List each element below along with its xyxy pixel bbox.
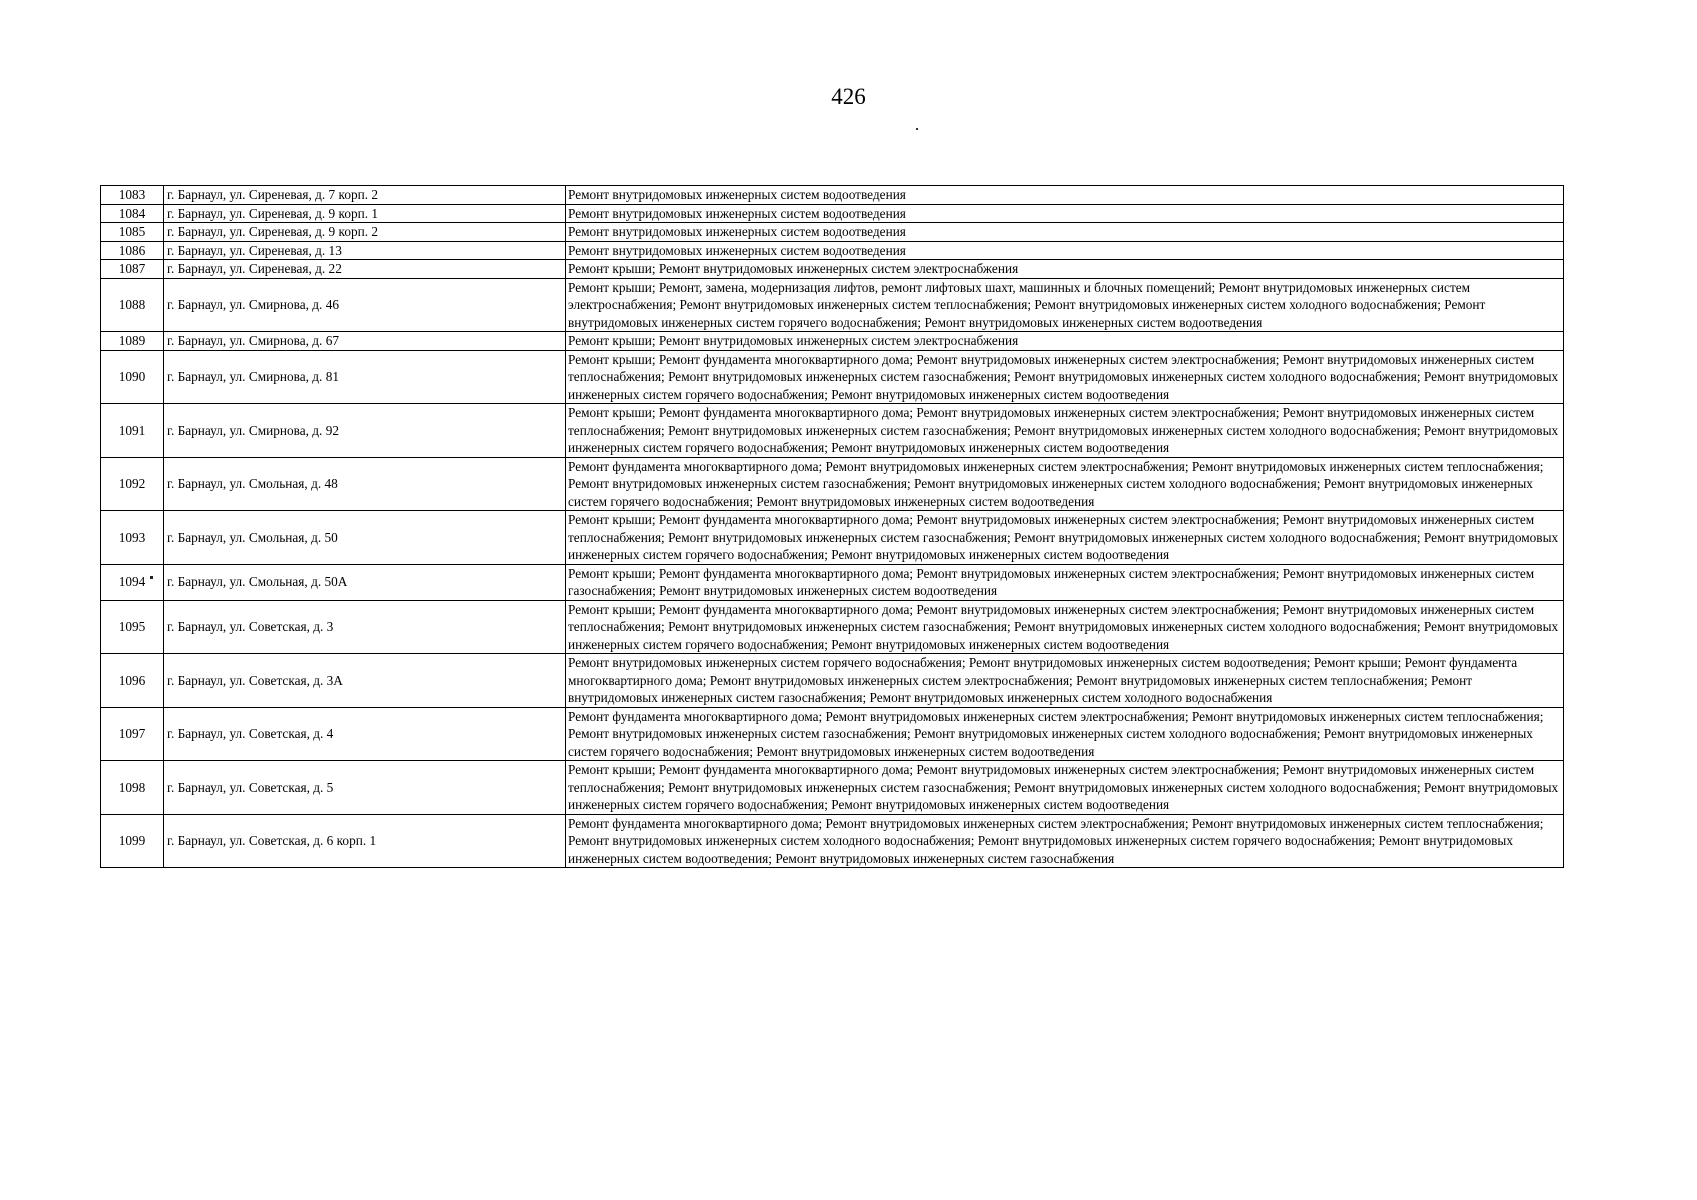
row-number: 1089	[101, 332, 164, 351]
row-address: г. Барнаул, ул. Смольная, д. 50	[164, 511, 566, 565]
scan-speck	[916, 128, 918, 130]
row-works: Ремонт крыши; Ремонт, замена, модернизация лифтов, ремонт лифтовых шахт, машинных и блочных помещений; Ремонт внутридомовых инженерных систем электроснабжения; Ремонт внутридомовых инженерных систем теплоснабжения; Ремонт внутридомовых инженерных систем холодного водоснабжения; Ремонт внутридомовых инженерных систем горячего водоснабжения; Ремонт внутридомовых инженерных систем водоотведения	[566, 278, 1564, 332]
row-works: Ремонт крыши; Ремонт фундамента многоквартирного дома; Ремонт внутридомовых инженерных систем электроснабжения; Ремонт внутридомовых инженерных систем теплоснабжения; Ремонт внутридомовых инженерных систем газоснабжения; Ремонт внутридомовых инженерных систем холодного водоснабжения; Ремонт внутридомовых инженерных систем горячего водоснабжения; Ремонт внутридомовых инженерных систем водоотведения	[566, 404, 1564, 458]
table-row	[101, 564, 1564, 600]
row-number: 1087	[101, 260, 164, 279]
row-address: г. Барнаул, ул. Смирнова, д. 92	[164, 404, 566, 458]
row-address: г. Барнаул, ул. Советская, д. 4	[164, 707, 566, 761]
row-address: г. Барнаул, ул. Советская, д. 6 корп. 1	[164, 814, 566, 868]
row-number: 1092	[101, 457, 164, 511]
table-row	[101, 814, 1564, 868]
row-works: Ремонт фундамента многоквартирного дома; Ремонт внутридомовых инженерных систем электроснабжения; Ремонт внутридомовых инженерных систем теплоснабжения; Ремонт внутридомовых инженерных систем газоснабжения; Ремонт внутридомовых инженерных систем холодного водоснабжения; Ремонт внутридомовых инженерных систем горячего водоснабжения; Ремонт внутридомовых инженерных систем водоотведения	[566, 707, 1564, 761]
row-works: Ремонт внутридомовых инженерных систем водоотведения	[566, 241, 1564, 260]
table-row	[101, 260, 1564, 279]
row-works: Ремонт фундамента многоквартирного дома; Ремонт внутридомовых инженерных систем электроснабжения; Ремонт внутридомовых инженерных систем теплоснабжения; Ремонт внутридомовых инженерных систем холодного водоснабжения; Ремонт внутридомовых инженерных систем горячего водоснабжения; Ремонт внутридомовых инженерных систем водоотведения; Ремонт внутридомовых инженерных систем газоснабжения	[566, 814, 1564, 868]
row-number: 1093	[101, 511, 164, 565]
row-address: г. Барнаул, ул. Смольная, д. 50А	[164, 564, 566, 600]
row-address: г. Барнаул, ул. Смирнова, д. 81	[164, 350, 566, 404]
table-row	[101, 511, 1564, 565]
table-row	[101, 204, 1564, 223]
row-address: г. Барнаул, ул. Сиреневая, д. 7 корп. 2	[164, 186, 566, 205]
row-works: Ремонт крыши; Ремонт внутридомовых инженерных систем электроснабжения	[566, 260, 1564, 279]
row-address: г. Барнаул, ул. Смирнова, д. 67	[164, 332, 566, 351]
row-works: Ремонт внутридомовых инженерных систем водоотведения	[566, 186, 1564, 205]
row-number: 1094	[101, 564, 164, 600]
table-row	[101, 457, 1564, 511]
row-number: 1088	[101, 278, 164, 332]
row-address: г. Барнаул, ул. Советская, д. 3А	[164, 654, 566, 708]
table-row	[101, 278, 1564, 332]
row-address: г. Барнаул, ул. Сиреневая, д. 22	[164, 260, 566, 279]
row-number: 1096	[101, 654, 164, 708]
row-works: Ремонт внутридомовых инженерных систем водоотведения	[566, 223, 1564, 242]
row-address: г. Барнаул, ул. Советская, д. 5	[164, 761, 566, 815]
row-number: 1098	[101, 761, 164, 815]
row-works: Ремонт внутридомовых инженерных систем водоотведения	[566, 204, 1564, 223]
row-number: 1095	[101, 600, 164, 654]
row-address: г. Барнаул, ул. Смольная, д. 48	[164, 457, 566, 511]
row-works: Ремонт внутридомовых инженерных систем горячего водоснабжения; Ремонт внутридомовых инженерных систем водоотведения; Ремонт крыши; Ремонт фундамента многоквартирного дома; Ремонт внутридомовых инженерных систем электроснабжения; Ремонт внутридомовых инженерных систем теплоснабжения; Ремонт внутридомовых инженерных систем газоснабжения; Ремонт внутридомовых инженерных систем холодного водоснабжения	[566, 654, 1564, 708]
table-row	[101, 707, 1564, 761]
table-row	[101, 600, 1564, 654]
row-address: г. Барнаул, ул. Сиреневая, д. 9 корп. 2	[164, 223, 566, 242]
row-works: Ремонт крыши; Ремонт фундамента многоквартирного дома; Ремонт внутридомовых инженерных систем электроснабжения; Ремонт внутридомовых инженерных систем теплоснабжения; Ремонт внутридомовых инженерных систем газоснабжения; Ремонт внутридомовых инженерных систем холодного водоснабжения; Ремонт внутридомовых инженерных систем горячего водоснабжения; Ремонт внутридомовых инженерных систем водоотведения	[566, 511, 1564, 565]
table-row	[101, 654, 1564, 708]
row-address: г. Барнаул, ул. Сиреневая, д. 13	[164, 241, 566, 260]
row-address: г. Барнаул, ул. Советская, д. 3	[164, 600, 566, 654]
table-body	[101, 186, 1564, 868]
table-row	[101, 404, 1564, 458]
row-works: Ремонт крыши; Ремонт фундамента многоквартирного дома; Ремонт внутридомовых инженерных систем электроснабжения; Ремонт внутридомовых инженерных систем теплоснабжения; Ремонт внутридомовых инженерных систем газоснабжения; Ремонт внутридомовых инженерных систем холодного водоснабжения; Ремонт внутридомовых инженерных систем горячего водоснабжения; Ремонт внутридомовых инженерных систем водоотведения	[566, 600, 1564, 654]
table-row	[101, 350, 1564, 404]
row-number: 1090	[101, 350, 164, 404]
row-works: Ремонт крыши; Ремонт фундамента многоквартирного дома; Ремонт внутридомовых инженерных систем электроснабжения; Ремонт внутридомовых инженерных систем теплоснабжения; Ремонт внутридомовых инженерных систем газоснабжения; Ремонт внутридомовых инженерных систем холодного водоснабжения; Ремонт внутридомовых инженерных систем горячего водоснабжения; Ремонт внутридомовых инженерных систем водоотведения	[566, 350, 1564, 404]
row-works: Ремонт крыши; Ремонт фундамента многоквартирного дома; Ремонт внутридомовых инженерных систем электроснабжения; Ремонт внутридомовых инженерных систем газоснабжения; Ремонт внутридомовых инженерных систем водоотведения	[566, 564, 1564, 600]
row-number: 1091	[101, 404, 164, 458]
row-works: Ремонт крыши; Ремонт фундамента многоквартирного дома; Ремонт внутридомовых инженерных систем электроснабжения; Ремонт внутридомовых инженерных систем теплоснабжения; Ремонт внутридомовых инженерных систем газоснабжения; Ремонт внутридомовых инженерных систем холодного водоснабжения; Ремонт внутридомовых инженерных систем горячего водоснабжения; Ремонт внутридомовых инженерных систем водоотведения	[566, 761, 1564, 815]
table-row	[101, 761, 1564, 815]
table-row	[101, 332, 1564, 351]
row-address: г. Барнаул, ул. Смирнова, д. 46	[164, 278, 566, 332]
page-number: 426	[831, 84, 866, 109]
table-row	[101, 186, 1564, 205]
buildings-repair-table	[100, 185, 1564, 868]
table-row	[101, 223, 1564, 242]
row-address: г. Барнаул, ул. Сиреневая, д. 9 корп. 1	[164, 204, 566, 223]
row-number: 1099	[101, 814, 164, 868]
row-number: 1083	[101, 186, 164, 205]
row-number: 1085	[101, 223, 164, 242]
row-works: Ремонт фундамента многоквартирного дома; Ремонт внутридомовых инженерных систем электроснабжения; Ремонт внутридомовых инженерных систем теплоснабжения; Ремонт внутридомовых инженерных систем газоснабжения; Ремонт внутридомовых инженерных систем холодного водоснабжения; Ремонт внутридомовых инженерных систем горячего водоснабжения; Ремонт внутридомовых инженерных систем водоотведения	[566, 457, 1564, 511]
row-number: 1084	[101, 204, 164, 223]
row-works: Ремонт крыши; Ремонт внутридомовых инженерных систем электроснабжения	[566, 332, 1564, 351]
row-number: 1097	[101, 707, 164, 761]
row-number: 1086	[101, 241, 164, 260]
table-row	[101, 241, 1564, 260]
